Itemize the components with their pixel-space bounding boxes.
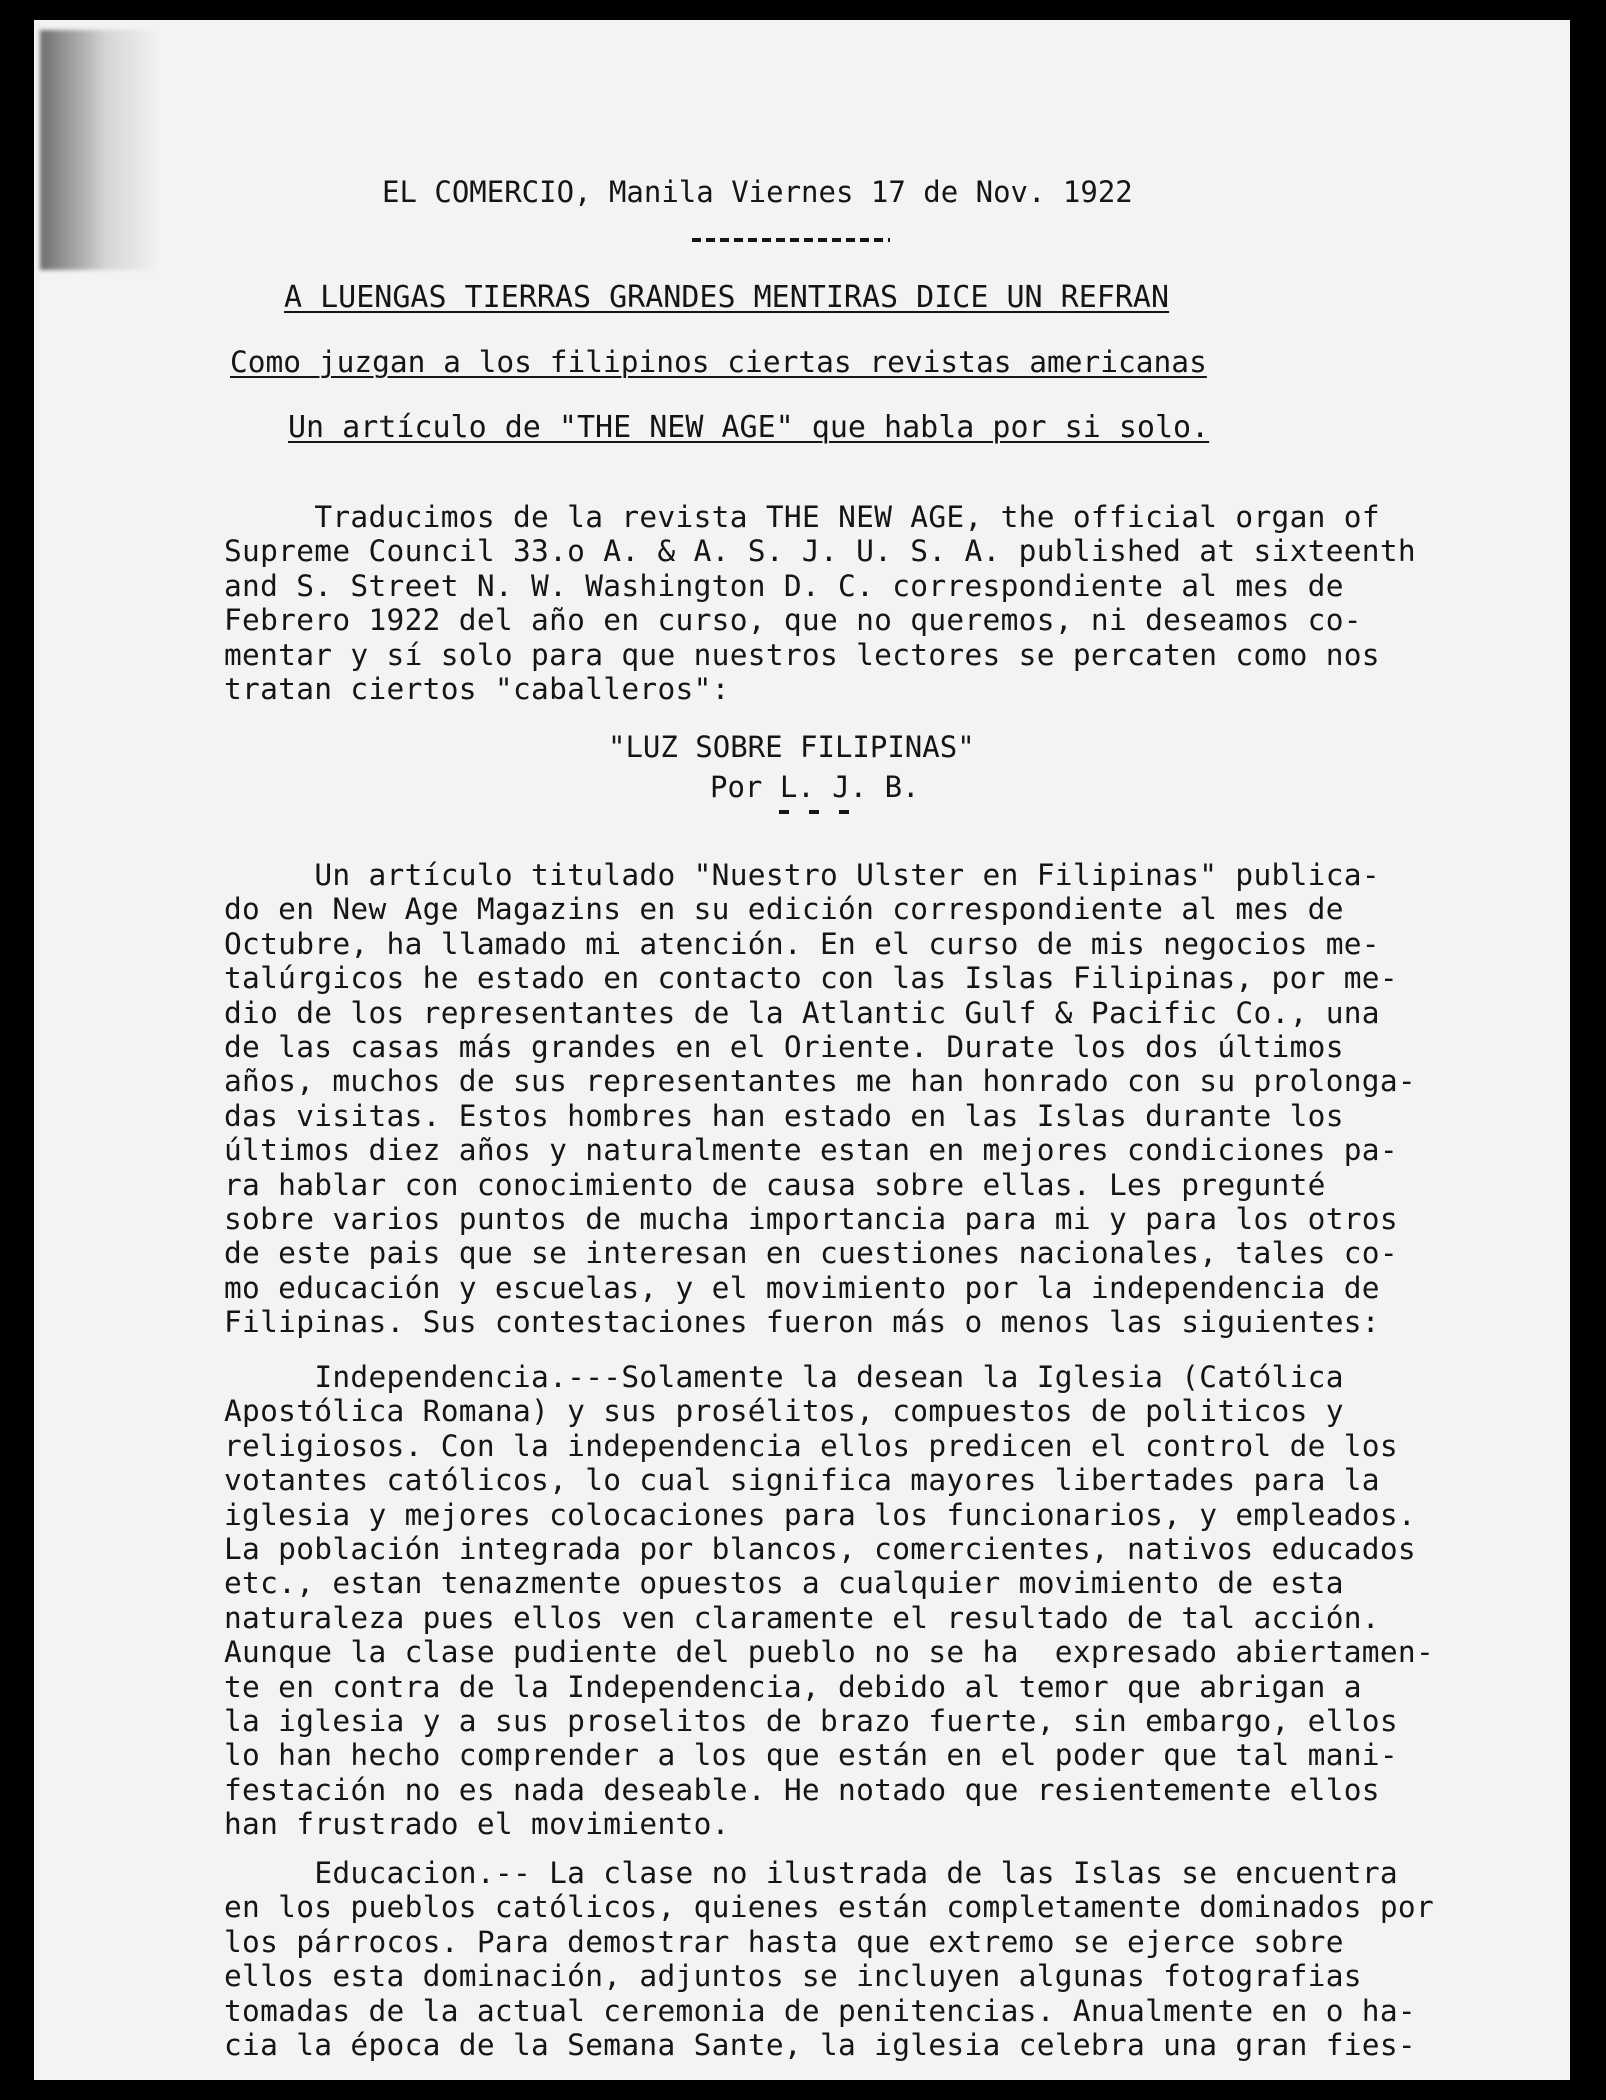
headline-1: A LUENGAS TIERRAS GRANDES MENTIRAS DICE UN REFRAN	[284, 280, 1170, 315]
p2-line: naturaleza pues ellos ven claramente el resultado de tal acción.	[224, 1600, 1380, 1635]
dateline-divider	[692, 238, 890, 242]
headline-2: Como juzgan a los filipinos ciertas revistas americanas	[230, 345, 1207, 379]
p2-line: religiosos. Con la independencia ellos predicen el control de los	[224, 1428, 1398, 1463]
article-byline: Por L. J. B.	[710, 770, 920, 804]
p2-line: Independencia.---Solamente la desean la Iglesia (Católica	[314, 1360, 1344, 1394]
p3-line: tomadas de la actual ceremonia de penitencias. Anualmente en o ha-	[224, 1993, 1416, 2028]
p1-line: de este pais que se interesan en cuestiones nacionales, tales co-	[224, 1236, 1398, 1271]
p2-line: etc., estan tenazmente opuestos a cualquier movimiento de esta	[224, 1566, 1344, 1601]
p2-line: votantes católicos, lo cual significa mayores libertades para la	[224, 1463, 1380, 1498]
headline-3: Un artículo de "THE NEW AGE" que habla por si solo.	[288, 410, 1210, 445]
p1-line: mo educación y escuelas, y el movimiento por la independencia de	[224, 1270, 1380, 1305]
newspaper-dateline: EL COMERCIO, Manila Viernes 17 de Nov. 1922	[382, 175, 1133, 209]
p2-line: la iglesia y a sus proselitos de brazo fuerte, sin embargo, ellos	[224, 1704, 1398, 1739]
p1-line: de las casas más grandes en el Oriente. Durate los dos últimos	[224, 1030, 1344, 1065]
p2-line: han frustrado el movimiento.	[224, 1807, 730, 1842]
document-page	[34, 20, 1570, 2080]
p1-line: últimos diez años y naturalmente estan en mejores condiciones pa-	[224, 1133, 1398, 1168]
p3-line: cia la época de la Semana Sante, la iglesia celebra una gran fies-	[224, 2028, 1416, 2063]
p1-line: do en New Age Magazins en su edición correspondiente al mes de	[224, 892, 1344, 927]
intro-line: Supreme Council 33.o A. & A. S. J. U. S. A. published at sixteenth	[224, 534, 1416, 569]
p1-line: sobre varios puntos de mucha importancia para mi y para los otros	[224, 1202, 1398, 1237]
p1-line: años, muchos de sus representantes me han honrado con su prolonga-	[224, 1064, 1416, 1099]
intro-line: tratan ciertos "caballeros":	[224, 672, 730, 707]
p1-line: Filipinas. Sus contestaciones fueron más o menos las siguientes:	[224, 1305, 1380, 1340]
p1-line: ra hablar con conocimiento de causa sobre ellas. Les pregunté	[224, 1167, 1326, 1202]
p2-line: Aunque la clase pudiente del pueblo no se ha expresado abiertamen-	[224, 1635, 1435, 1670]
intro-line: Febrero 1922 del año en curso, que no queremos, ni deseamos co-	[224, 603, 1362, 638]
p1-line: dio de los representantes de la Atlantic Gulf & Pacific Co., una	[224, 995, 1380, 1030]
p1-line: talúrgicos he estado en contacto con las Islas Filipinas, por me-	[224, 961, 1398, 996]
p2-line: La población integrada por blancos, comercientes, nativos educados	[224, 1532, 1416, 1567]
byline-divider	[779, 810, 849, 814]
paragraph-3	[224, 1856, 1514, 2062]
scan-smudge	[40, 30, 160, 270]
p3-line: Educacion.-- La clase no ilustrada de las Islas se encuentra	[314, 1856, 1398, 1890]
p1-line: Un artículo titulado "Nuestro Ulster en Filipinas" publica-	[314, 858, 1380, 892]
p1-line: das visitas. Estos hombres han estado en las Islas durante los	[224, 1098, 1344, 1133]
intro-paragraph	[224, 500, 1514, 706]
p2-line: festación no es nada deseable. He notado que resientemente ellos	[224, 1772, 1380, 1807]
p2-line: lo han hecho comprender a los que están en el poder que tal mani-	[224, 1738, 1398, 1773]
paragraph-2	[224, 1360, 1514, 1842]
intro-line: Traducimos de la revista THE NEW AGE, the official organ of	[314, 500, 1380, 534]
p2-line: iglesia y mejores colocaciones para los funcionarios, y empleados.	[224, 1497, 1416, 1532]
p1-line: Octubre, ha llamado mi atención. En el curso de mis negocios me-	[224, 926, 1380, 961]
article-title: "LUZ SOBRE FILIPINAS"	[608, 730, 975, 764]
p2-line: te en contra de la Independencia, debido al temor que abrigan a	[224, 1669, 1362, 1704]
p2-line: Apostólica Romana) y sus prosélitos, compuestos de politicos y	[224, 1394, 1344, 1429]
intro-line: and S. Street N. W. Washington D. C. correspondiente al mes de	[224, 568, 1344, 603]
p3-line: ellos esta dominación, adjuntos se incluyen algunas fotografias	[224, 1959, 1362, 1994]
paragraph-1	[224, 858, 1514, 1340]
p3-line: los párrocos. Para demostrar hasta que extremo se ejerce sobre	[224, 1924, 1344, 1959]
intro-line: mentar y sí solo para que nuestros lectores se percaten como nos	[224, 637, 1380, 672]
p3-line: en los pueblos católicos, quienes están completamente dominados por	[224, 1890, 1435, 1925]
